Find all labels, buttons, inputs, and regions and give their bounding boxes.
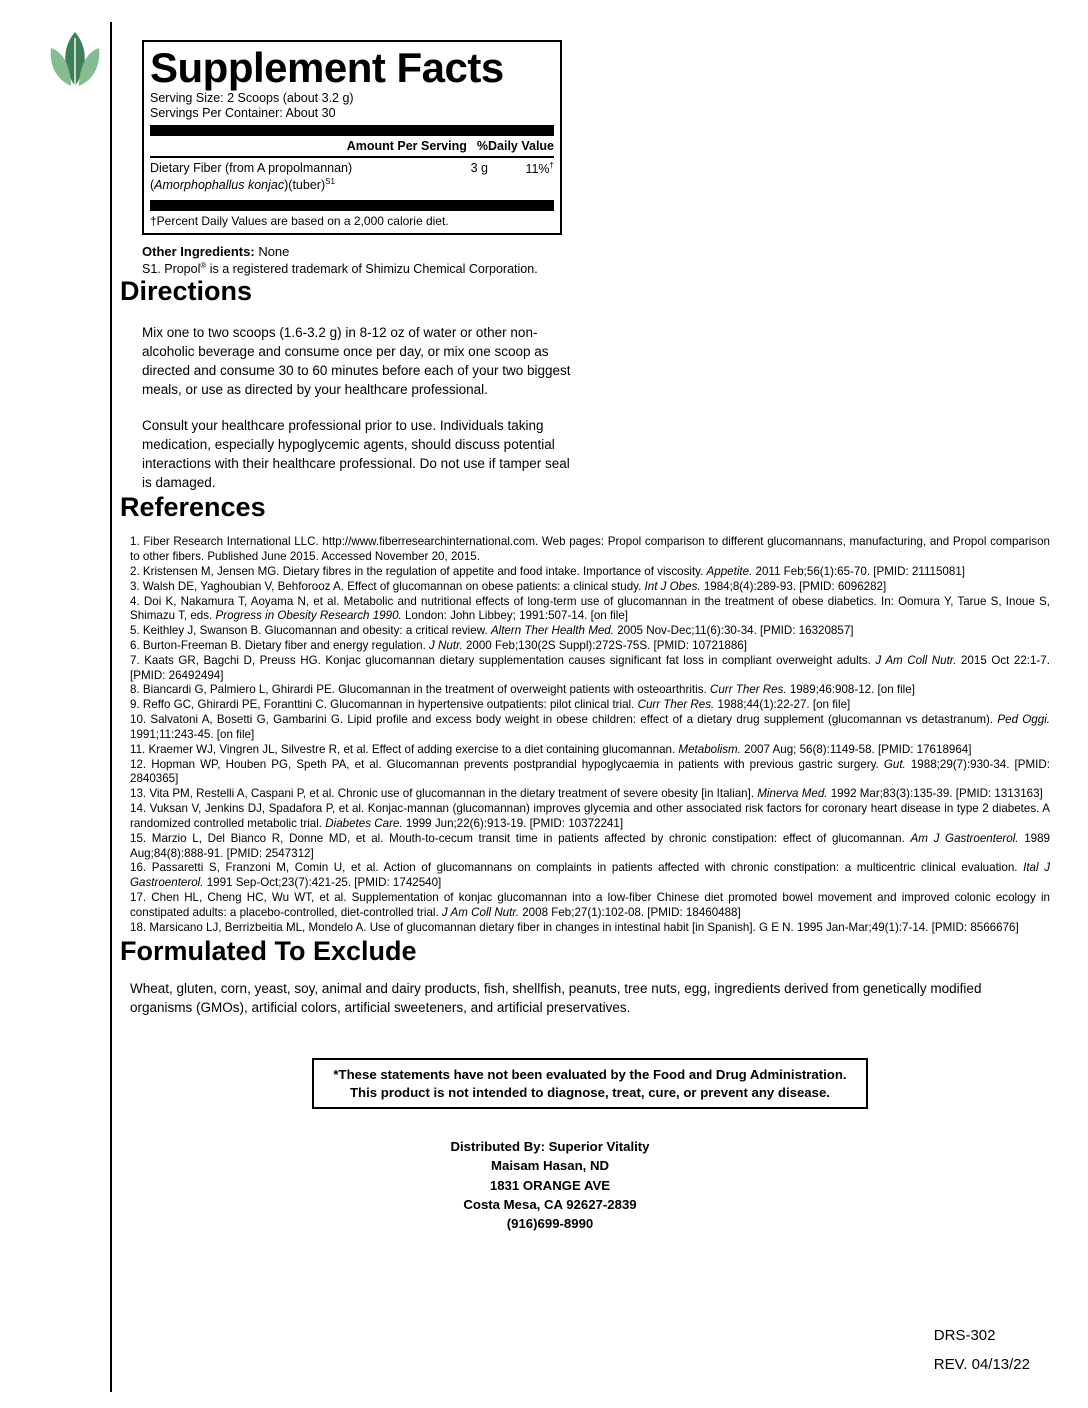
panel-rule-thick-bottom <box>150 200 554 211</box>
reference-item: 12. Hopman WP, Houben PG, Speth PA, et al. Glucomannan prevents postprandial hypoglycaemia in patients with previous gastric surgery. Gut. 1988;29(7):930-34. [PMID: 2840365] <box>130 757 1050 786</box>
reference-item: 4. Doi K, Nakamura T, Aoyama N, et al. Metabolic and nutritional effects of long-term use of glucomannan in the treatment of obese diabetics. In: Oomura Y, Tarue S, Inoue S, Shimazu T, eds. Progress in Obesity Research 1990. London: John Libbey; 1991:507-14. [on file] <box>130 594 1050 623</box>
formulated-to-exclude-body: Wheat, gluten, corn, yeast, soy, animal and dairy products, fish, shellfish, peanuts, tree nuts, egg, ingredients derived from genetically modified organisms (GMOs), artificial colors, artificial sweeteners, and artificial preservatives. <box>130 980 982 1016</box>
servings-per-container: Servings Per Container: About 30 <box>150 106 336 121</box>
nutrient-latin-name: Amorphophallus konjac <box>154 178 285 193</box>
document-code: DRS-302 <box>933 1327 996 1344</box>
nutrient-name-paren-close: )(tuber) <box>284 178 326 193</box>
reference-item: 13. Vita PM, Restelli A, Caspani P, et al. Chronic use of glucomannan in the dietary treatment of severe obesity [in Italian]. Minerva Med. 1992 Mar;83(3):135-39. [PMID: 1313163] <box>130 787 1043 801</box>
directions-paragraph: Mix one to two scoops (1.6-3.2 g) in 8-12 oz of water or other non-alcoholic beverage and consume once per day, or mix one scoop as directed and consume 30 to 60 minutes before each of your two biggest meals, or use as directed by your healthcare professional. <box>142 324 571 398</box>
panel-rule-thick-top <box>150 125 554 136</box>
reference-item: 18. Marsicano LJ, Berrizbeitia ML, Mondelo A. Use of glucomannan dietary fiber in changes in intestinal habit [in Spanish]. G E N. 1995 Jan-Mar;49(1):7-14. [PMID: 8566676] <box>130 920 1019 934</box>
references-heading: References <box>120 492 266 523</box>
reference-item: 16. Passaretti S, Franzoni M, Comin U, et al. Action of glucomannans on complaints in patients affected with chronic constipation: a multicentric clinical evaluation. Ital J Gastroenterol. 1991 Sep-Oct;23(7):421-25. [PMID: 1742540] <box>130 861 1050 890</box>
reference-item: 14. Vuksan V, Jenkins DJ, Spadafora P, et al. Konjac-mannan (glucomannan) improves glycemia and other associated risk factors for coronary heart disease in type 2 diabetes. A randomized controlled metabolic trial. Diabetes Care. 1999 Jun;22(6):913-19. [PMID: 10372241] <box>130 802 1050 830</box>
panel-column-headers <box>150 136 554 156</box>
trademark-note-pre: S1. Propol <box>142 261 201 276</box>
nutrient-dv-value: 11% <box>525 162 550 177</box>
reference-item: 8. Biancardi G, Palmiero L, Ghirardi PE. Glucomannan in the treatment of overweight patients with osteoarthritis. Curr Ther Res. 1989;46:908-12. [on file] <box>130 683 915 697</box>
leaf-logo-icon <box>45 28 105 98</box>
directions-body <box>142 323 572 492</box>
daily-value-footnote: †Percent Daily Values are based on a 2,000 calorie diet. <box>150 213 449 228</box>
supplement-facts-title: Supplement Facts <box>150 44 504 91</box>
col-amount-per-serving: Amount Per Serving <box>346 139 467 154</box>
reference-item: 9. Reffo GC, Ghirardi PE, Foranttini C. Glucomannan in hypertensive outpatients: pilot clinical trial. Curr Ther Res. 1988;44(1):22-27. [on file] <box>130 698 851 712</box>
nutrient-name-superscript: S1 <box>325 177 335 187</box>
fda-disclaimer-box <box>312 1058 868 1110</box>
fda-disclaimer-line1: *These statements have not been evaluated by the Food and Drug Administration. <box>333 1066 847 1082</box>
fda-disclaimer-line2: This product is not intended to diagnose, treat, cure, or prevent any disease. <box>350 1084 830 1100</box>
distributor-street: 1831 ORANGE AVE <box>489 1177 611 1193</box>
reference-item: 11. Kraemer WJ, Vingren JL, Silvestre R, et al. Effect of adding exercise to a diet containing glucomannan. Metabolism. 2007 Aug; 56(8):1149-58. [PMID: 17618964] <box>130 742 972 756</box>
registered-mark-icon: ® <box>200 260 207 270</box>
reference-item: 7. Kaats GR, Bagchi D, Preuss HG. Konjac glucomannan dietary supplementation causes significant fat loss in compliant overweight adults. J Am Coll Nutr. 2015 Oct 22:1-7. [PMID: 26492494] <box>130 653 1050 682</box>
directions-heading: Directions <box>120 275 253 306</box>
nutrient-dv-superscript: † <box>549 161 554 171</box>
col-daily-value: %Daily Value <box>476 139 554 154</box>
document-revision: REV. 04/13/22 <box>933 1355 1030 1373</box>
directions-paragraph: Consult your healthcare professional prior to use. Individuals taking medication, especially hypoglycemic agents, should discuss potential interactions with their healthcare professional. Do not use if tamper seal is damaged. <box>142 417 570 491</box>
document-codes <box>934 1322 1030 1379</box>
distributor-contact: Maisam Hasan, ND <box>491 1158 609 1174</box>
reference-item: 17. Chen HL, Cheng HC, Wu WT, et al. Supplementation of konjac glucomannan into a low-fiber Chinese diet promoted bowel movement and improved colonic ecology in constipated adults: a placebo-controlled, diet-controlled trial. J Am Coll Nutr. 2008 Feb;27(1):102-08. [PMID: 18460488] <box>130 891 1050 919</box>
distributor-phone: (916)699-8990 <box>506 1215 594 1231</box>
supplement-facts-panel <box>142 40 562 235</box>
nutrient-amount: 3 g <box>470 161 488 176</box>
nutrient-name <box>150 161 426 193</box>
nutrient-daily-value <box>488 161 554 193</box>
references-list <box>130 535 1050 935</box>
other-ingredients-label: Other Ingredients: <box>142 243 255 259</box>
distributor-city-state-zip: Costa Mesa, CA 92627-2839 <box>463 1196 637 1212</box>
trademark-note-post: is a registered trademark of Shimizu Chemical Corporation. <box>206 261 538 276</box>
reference-item: 15. Marzio L, Del Bianco R, Donne MD, et al. Mouth-to-cecum transit time in patients affected by chronic constipation: effect of glucomannan. Am J Gastroenterol. 1989 Aug;84(8):888-91. [PMID: 2547312] <box>130 831 1051 860</box>
other-ingredients <box>142 244 1060 259</box>
distributor-block <box>90 1137 1010 1233</box>
trademark-note <box>142 261 1060 276</box>
reference-item: 5. Keithley J, Swanson B. Glucomannan and obesity: a critical review. Altern Ther Health Med. 2005 Nov-Dec;11(6):30-34. [PMID: 16320857] <box>130 624 854 638</box>
table-row <box>150 158 554 195</box>
nutrient-name-line1: Dietary Fiber (from A propolmannan) <box>150 161 353 176</box>
reference-item: 10. Salvatoni A, Bosetti G, Gambarini G. Lipid profile and excess body weight in obese children: effect of a dietary drug supplement (glucomannan vs detastranum). Ped Oggi. 1991;11:243-45. [on file] <box>130 713 1050 741</box>
nutrient-name-paren-open: ( <box>150 178 155 193</box>
reference-item: 2. Kristensen M, Jensen MG. Dietary fibres in the regulation of appetite and food intake. Importance of viscosity. Appetite. 2011 Feb;56(1):65-70. [PMID: 21115081] <box>130 564 965 578</box>
reference-item: 1. Fiber Research International LLC. http://www.fiberresearchinternational.com. Web pages: Propol comparison to different glucomannans, manufacturing, and Propol comparison to other fibers. Published June 2015. Accessed November 20, 2015. <box>130 535 1050 564</box>
reference-item: 6. Burton-Freeman B. Dietary fiber and energy regulation. J Nutr. 2000 Feb;130(2S Suppl):272S-75S. [PMID: 10721886] <box>130 639 747 652</box>
reference-item: 3. Walsh DE, Yaghoubian V, Behforooz A. Effect of glucomannan on obese patients: a clinical study. Int J Obes. 1984;8(4):289-93. [PMID: 6096282] <box>130 579 887 593</box>
serving-size: Serving Size: 2 Scoops (about 3.2 g) <box>150 90 354 105</box>
other-ingredients-value: None <box>258 243 290 259</box>
label-content <box>120 40 1060 1233</box>
distributor-name: Distributed By: Superior Vitality <box>450 1139 650 1155</box>
formulated-to-exclude-heading: Formulated To Exclude <box>120 935 417 966</box>
